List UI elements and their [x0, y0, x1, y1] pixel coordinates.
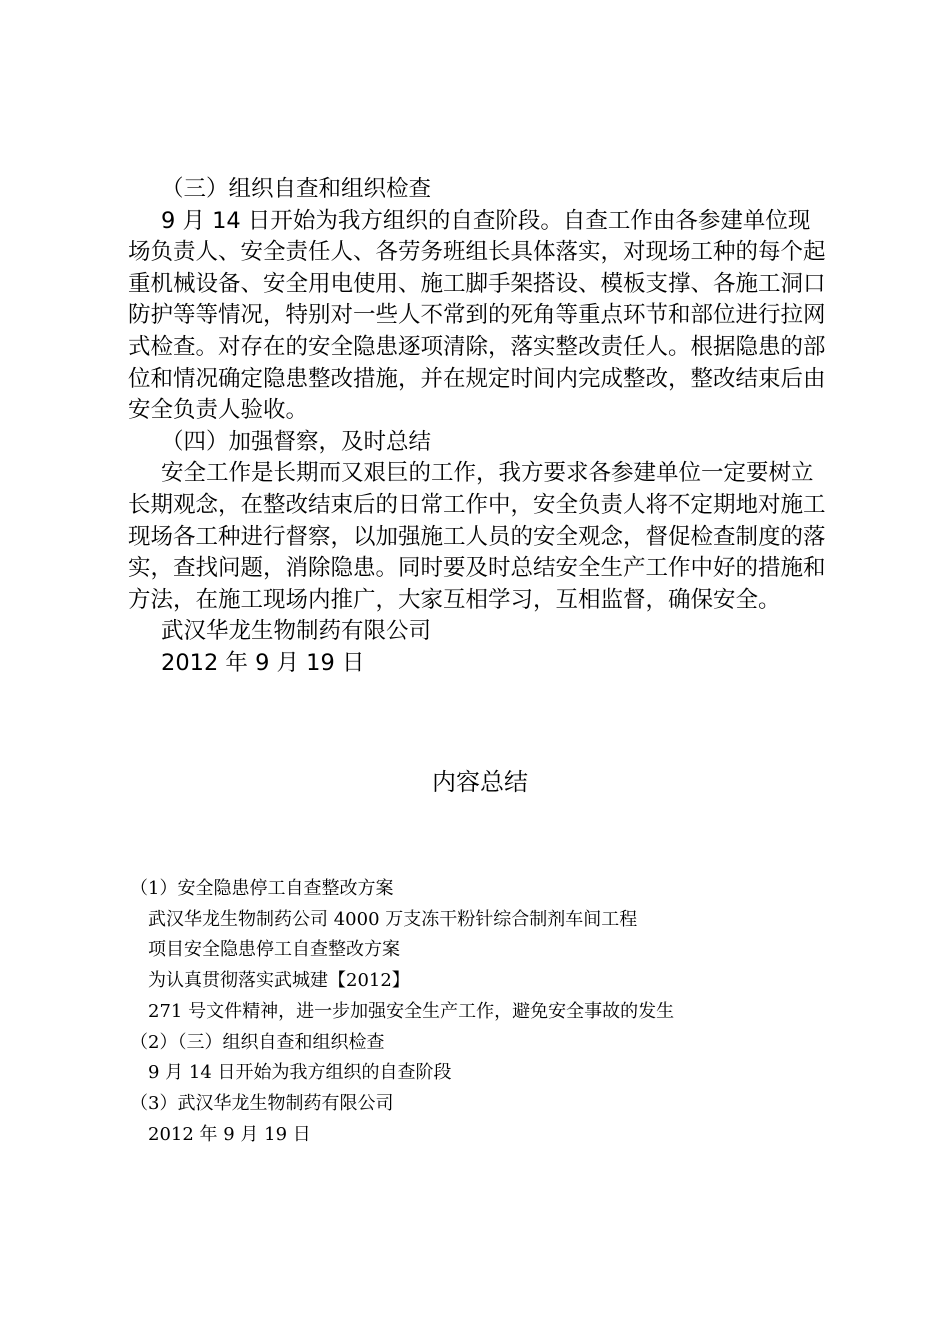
- section-heading: （三）组织自查和组织检查: [161, 176, 432, 202]
- summary-item-line: 2012 年 9 月 19 日: [148, 1123, 311, 1145]
- summary-item-line: 为认真贯彻落实武城建【2012】: [148, 970, 410, 992]
- signature-company: 武汉华龙生物制药有限公司: [161, 618, 432, 645]
- summary-item-line: 271 号文件精神，进一步加强安全生产工作，避免安全事故的发生: [148, 1000, 675, 1022]
- summary-item: [130, 874, 830, 1028]
- summary-item-head: （2）（三）组织自查和组织检查: [130, 1031, 385, 1053]
- body-paragraph: 9 月 14 日开始为我方组织的自查阶段。自查工作由各参建单位现场负责人、安全责任人、各劳务班组长具体落实，对现场工种的每个起重机械设备、安全用电使用、施工脚手架搭设、模板支撑、各施工洞口防护等等情况，特别对一些人不常到的死角等重点环节和部位进行拉网式检查。对存在的安全隐患逐项清除，落实整改责任人。根据隐患的部位和情况确定隐患整改措施，并在规定时间内完成整改，整改结束后由安全负责人验收。: [128, 207, 826, 424]
- summary-title: 内容总结: [432, 768, 528, 796]
- summary-item: [130, 1028, 830, 1089]
- summary-list: [130, 874, 830, 1150]
- summary-item-head: （1）安全隐患停工自查整改方案: [130, 878, 394, 899]
- summary-item: [130, 1089, 830, 1150]
- summary-item-head: （3）武汉华龙生物制药有限公司: [130, 1092, 394, 1114]
- summary-item-line: 9 月 14 日开始为我方组织的自查阶段: [148, 1062, 452, 1084]
- section-heading: （四）加强督察，及时总结: [161, 428, 432, 455]
- summary-item-line: 项目安全隐患停工自查整改方案: [148, 939, 400, 961]
- signature-date: 2012 年 9 月 19 日: [161, 649, 365, 676]
- body-paragraph: 安全工作是长期而又艰巨的工作，我方要求各参建单位一定要树立长期观念，在整改结束后的日常工作中，安全负责人将不定期地对施工现场各工种进行督察，以加强施工人员的安全观念，督促检查制度的落实，查找问题，消除隐患。同时要及时总结安全生产工作中好的措施和方法，在施工现场内推广，大家互相学习，互相监督，确保安全。: [128, 460, 826, 613]
- summary-item-line: 武汉华龙生物制药公司 4000 万支冻干粉针综合制剂车间工程: [148, 908, 638, 930]
- document-body: [128, 174, 828, 680]
